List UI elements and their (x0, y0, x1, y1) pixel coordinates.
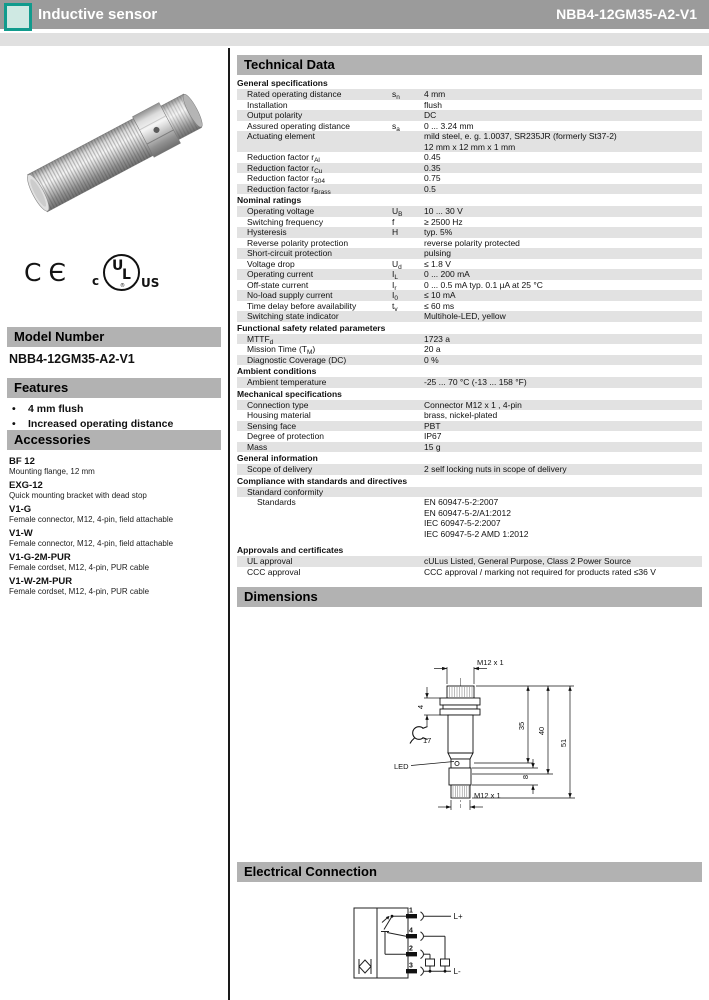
spec-label: Standards (257, 497, 296, 507)
sensor-outline (440, 686, 480, 798)
spec-row (237, 497, 702, 539)
product-photo (15, 52, 215, 252)
spec-label: Actuating element (247, 131, 316, 141)
technical-data-header: Technical Data (237, 55, 702, 75)
spec-symbol: H (392, 227, 399, 237)
spec-label: Short-circuit protection (247, 248, 333, 258)
spec-section (237, 389, 702, 453)
spec-symbol: f (392, 216, 395, 227)
spec-value: IP67 (424, 431, 442, 441)
spec-symbol (392, 497, 424, 539)
spec-symbol: $U_d$ (392, 258, 402, 271)
spec-value: cULus Listed, General Purpose, Class 2 Power Source (424, 556, 631, 566)
spec-label: Voltage drop (247, 258, 295, 269)
ul-circle-icon (103, 254, 140, 291)
spec-symbol: $t_v$ (392, 300, 398, 313)
spec-value: ≤ 1.8 V (424, 258, 451, 269)
thread-bottom-label: M12 x 1 (474, 791, 501, 800)
spec-row (237, 269, 702, 280)
len8-label: 8 (521, 774, 530, 780)
spec-value: 4 mm (424, 89, 446, 99)
accessory-name: V1-G (9, 504, 32, 515)
spec-row (237, 217, 702, 228)
product-type-title: Inductive sensor (38, 6, 158, 23)
spec-value: 1723 a (424, 333, 450, 344)
spec-value: Connector M12 x 1 , 4-pin (424, 399, 522, 410)
spec-label: Reduction factor $r_{Brass}$ (247, 183, 331, 196)
spec-section (237, 545, 702, 577)
ul-letter-u: U (112, 258, 124, 274)
spec-symbol (392, 556, 424, 567)
spec-label: Degree of protection (247, 431, 325, 441)
spec-row (237, 290, 702, 301)
spec-row (237, 121, 702, 132)
accessory-description: Female connector, M12, 4-pin, field attachable (9, 515, 174, 524)
ul-canada-letter: c (92, 274, 100, 288)
spec-label: Sensing face (247, 420, 297, 431)
pin2-label: 2 (409, 945, 413, 953)
spec-row (237, 355, 702, 366)
wires (381, 916, 451, 971)
spec-symbol (392, 152, 424, 163)
spec-symbol (392, 442, 424, 453)
spec-label: Assured operating distance (247, 120, 351, 131)
spec-row (237, 301, 702, 312)
accessory-name: V1-G-2M-PUR (9, 552, 71, 563)
spec-value: reverse polarity protected (424, 237, 520, 248)
spec-section-title: General information (237, 453, 318, 463)
spec-label: Ambient temperature (247, 377, 327, 387)
wrench-size-label: 17 (423, 736, 432, 745)
spec-label: CCC approval (247, 566, 301, 577)
spec-row (237, 487, 702, 498)
spec-label: Switching frequency (247, 216, 324, 227)
spec-symbol (392, 487, 424, 498)
spec-label: Time delay before availability (247, 300, 357, 311)
feature-item: • Increased operating distance (9, 417, 221, 432)
spec-label: Connection type (247, 399, 309, 410)
spec-symbol (392, 173, 424, 184)
supply-minus-label: L- (453, 967, 461, 976)
accessory-item (9, 552, 221, 573)
led-hole (455, 761, 459, 765)
spec-section-title: General specifications (237, 78, 328, 88)
spec-value: 0 % (424, 354, 439, 365)
spec-symbol: $I_0$ (392, 290, 398, 302)
accessory-name: BF 12 (9, 456, 35, 467)
spec-symbol (392, 421, 424, 432)
spec-symbol (392, 100, 424, 111)
len35-label: 35 (517, 721, 526, 731)
accessory-item (9, 480, 221, 501)
spec-value: typ. 5% (424, 227, 453, 237)
spec-row (237, 442, 702, 453)
ul-us-letters: US (141, 276, 160, 290)
spec-symbol (392, 110, 424, 121)
len40-label: 40 (537, 726, 546, 736)
spec-label: Diagnostic Coverage (DC) (247, 354, 347, 365)
accessory-description: Female cordset, M12, 4-pin, PUR cable (9, 563, 150, 572)
spec-value: flush (424, 99, 442, 110)
spec-value: ≤ 60 ms (424, 300, 455, 311)
spec-symbol: $U_B$ (392, 206, 403, 218)
spec-row (237, 152, 702, 163)
spec-symbol (392, 238, 424, 249)
spec-section (237, 476, 702, 540)
spec-symbol (392, 334, 424, 345)
features-header: Features (7, 378, 221, 398)
spec-row (237, 248, 702, 259)
features-list (9, 402, 221, 432)
dimensions-header: Dimensions (237, 587, 702, 607)
spec-section (237, 78, 702, 194)
spec-row (237, 410, 702, 421)
accessories-header: Accessories (7, 430, 221, 450)
spec-label: Operating voltage (247, 206, 315, 216)
column-divider (228, 48, 230, 1000)
accessory-description: Female cordset, M12, 4-pin, PUR cable (9, 587, 150, 596)
spec-value: 20 a (424, 344, 441, 354)
dimension-drawing (378, 638, 602, 822)
spec-symbol (392, 163, 424, 174)
spec-section-title: Compliance with standards and directives (237, 475, 408, 486)
spec-symbol: $I_L$ (392, 269, 398, 281)
spec-label: Scope of delivery (247, 464, 313, 474)
accessory-item (9, 504, 221, 525)
spec-section (237, 366, 702, 388)
spec-value: 0 ... 200 mA (424, 269, 470, 279)
spec-row (237, 311, 702, 322)
header-bar (0, 0, 709, 29)
spec-label: Reduction factor $r_{Cu}$ (247, 162, 323, 175)
spec-row (237, 567, 702, 578)
spec-row (237, 400, 702, 411)
spec-symbol (392, 400, 424, 411)
spec-symbol (392, 248, 424, 259)
spec-value: brass, nickel-plated (424, 410, 498, 420)
spec-value: 2 self locking nuts in scope of delivery (424, 464, 567, 474)
spec-row (237, 184, 702, 195)
accessory-description: Mounting flange, 12 mm (9, 467, 95, 476)
len51-label: 51 (559, 738, 568, 748)
spec-label: Off-state current (247, 279, 309, 290)
spec-label: Output polarity (247, 110, 303, 120)
accessory-description: Female connector, M12, 4-pin, field attachable (9, 539, 174, 548)
accessory-item (9, 528, 221, 549)
spec-label: Mass (247, 441, 268, 452)
electrical-connection-header: Electrical Connection (237, 862, 702, 882)
spec-label: Reduction factor $r_{304}$ (247, 173, 325, 185)
spec-row (237, 431, 702, 442)
spec-row (237, 100, 702, 111)
spec-symbol: $s_a$ (392, 120, 400, 133)
spec-section-title: Functional safety related parameters (237, 322, 386, 333)
spec-value: ≤ 10 mA (424, 290, 456, 300)
model-number-value: NBB4-12GM35-A2-V1 (9, 352, 135, 366)
ul-letter-l: L (122, 267, 131, 283)
spec-symbol: $I_r$ (392, 279, 397, 292)
cULus-mark (83, 252, 163, 296)
accessory-name: V1-W (9, 528, 33, 539)
junction-dots (386, 915, 447, 973)
spec-value: PBT (424, 420, 441, 431)
spec-label: No-load supply current (247, 290, 333, 300)
thread-top-label: M12 x 1 (477, 658, 504, 667)
spec-value (424, 487, 702, 498)
accessory-description: Quick mounting bracket with dead stop (9, 491, 147, 500)
spec-value: 0 ... 0.5 mA typ. 0.1 µA at 25 °C (424, 279, 543, 290)
spec-symbol (392, 355, 424, 366)
spec-value: mild steel, e. g. 1.0037, SR235JR (formerly St37-2) 12 mm x 12 mm x 1 mm (424, 131, 617, 152)
spec-row (237, 206, 702, 217)
pin4-label: 4 (409, 927, 413, 935)
spec-row (237, 556, 702, 567)
spec-row (237, 238, 702, 249)
accessories-list (9, 456, 221, 600)
spec-label: Rated operating distance (247, 89, 342, 99)
spec-value: CCC approval / marking not required for products rated ≤36 V (424, 566, 656, 577)
spec-symbol (392, 377, 424, 388)
spec-value: EN 60947-5-2:2007 EN 60947-5-2/A1:2012 IEC 60947-5-2:2007 IEC 60947-5-2 AMD 1:2012 (424, 497, 529, 539)
spec-row (237, 89, 702, 100)
accessory-item (9, 576, 221, 597)
spec-label: Reduction factor $r_{Al}$ (247, 152, 320, 164)
led-label: LED (394, 762, 409, 771)
spec-symbol (392, 464, 424, 475)
accessory-item (9, 456, 221, 477)
spec-section-title: Nominal ratings (237, 195, 302, 205)
spec-symbol (392, 410, 424, 421)
header-model-number: NBB4-12GM35-A2-V1 (556, 6, 697, 22)
accessory-name: EXG-12 (9, 480, 43, 491)
spec-row (237, 110, 702, 121)
spec-symbol (392, 184, 424, 195)
spec-row (237, 227, 702, 238)
spec-value: 0.35 (424, 162, 441, 173)
spec-value: pulsing (424, 248, 451, 258)
spec-row (237, 163, 702, 174)
model-number-header: Model Number (7, 327, 221, 347)
technical-data-table (237, 77, 702, 577)
connector-arcs (421, 912, 424, 976)
spec-label: Installation (247, 99, 288, 110)
pin3-label: 3 (409, 962, 413, 970)
spec-label: Hysteresis (247, 227, 287, 237)
spec-value: 0 ... 3.24 mm (424, 120, 474, 131)
spec-value: Multihole-LED, yellow (424, 311, 506, 321)
spec-symbol (392, 567, 424, 578)
spec-value: 0.75 (424, 173, 441, 183)
wiring-diagram (343, 896, 483, 988)
ce-mark: CЄ (24, 258, 73, 287)
sensor-box (354, 908, 408, 978)
spec-value: 15 g (424, 441, 441, 452)
spec-symbol (392, 431, 424, 442)
subheader-band (0, 33, 709, 46)
spec-section-title: Ambient conditions (237, 366, 317, 376)
spec-symbol (392, 344, 424, 355)
spec-label: $MTTF_d$ (247, 333, 274, 346)
ul-registered-symbol: ® (120, 283, 125, 289)
spec-label: Operating current (247, 269, 314, 279)
spec-row (237, 421, 702, 432)
sensor-barrel (23, 88, 208, 215)
dimension-lines (411, 667, 575, 810)
spec-value: -25 ... 70 °C (-13 ... 158 °F) (424, 377, 527, 387)
spec-row (237, 131, 702, 152)
supply-plus-label: L+ (453, 912, 463, 921)
spec-section (237, 195, 702, 322)
spec-section-title: Approvals and certificates (237, 545, 344, 555)
spec-section (237, 323, 702, 366)
spec-label: Mission Time $(T_M)$ (247, 344, 316, 356)
spec-value: 0.5 (424, 183, 436, 194)
pin1-label: 1 (409, 907, 413, 915)
spec-value: 0.45 (424, 152, 441, 162)
feature-item: • 4 mm flush (9, 402, 221, 417)
spec-row (237, 464, 702, 475)
accessory-name: V1-W-2M-PUR (9, 576, 73, 587)
spec-value: DC (424, 110, 437, 120)
nut-height-label: 4 (416, 704, 425, 710)
spec-value: 10 ... 30 V (424, 206, 463, 216)
spec-row (237, 377, 702, 388)
spec-row (237, 280, 702, 291)
spec-label: UL approval (247, 556, 293, 566)
spec-label: Standard conformity (247, 486, 324, 497)
spec-label: Reverse polarity protection (247, 237, 349, 248)
spec-section (237, 453, 702, 475)
spec-row (237, 259, 702, 270)
brand-logo-icon (4, 3, 32, 31)
spec-row (237, 344, 702, 355)
spec-label: Housing material (247, 410, 311, 420)
spec-value: ≥ 2500 Hz (424, 216, 463, 227)
spec-symbol: $s_n$ (392, 89, 400, 101)
spec-row (237, 173, 702, 184)
spec-label: Switching state indicator (247, 311, 339, 321)
spec-symbol (392, 131, 424, 152)
spec-section-title: Mechanical specifications (237, 388, 342, 399)
spec-row (237, 334, 702, 345)
